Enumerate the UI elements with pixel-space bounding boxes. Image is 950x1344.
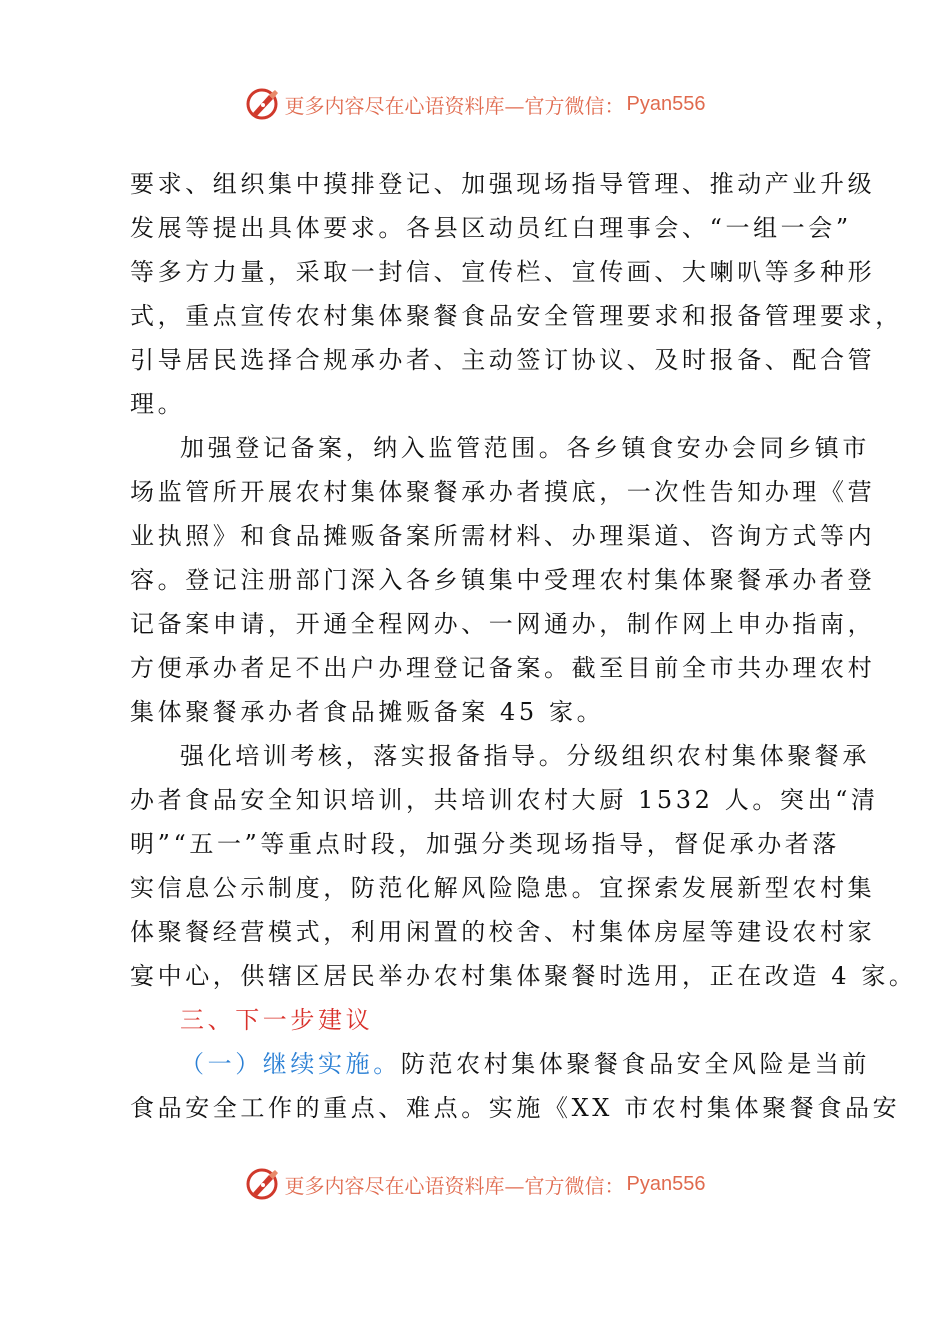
- section-heading: 三、下一步建议: [180, 1006, 374, 1034]
- text-line: 食品安全工作的重点、难点。实施《XX 市农村集体聚餐食品安: [130, 1094, 901, 1122]
- banner-wechat-id: Pyan556: [626, 1172, 706, 1195]
- text-line: 宴中心，供辖区居民举办农村集体聚餐时选用，正在改造 4 家。: [130, 962, 917, 990]
- pen-seal-logo-icon: [245, 86, 281, 122]
- text-line: 引导居民选择合规承办者、主动签订协议、及时报备、配合管: [130, 346, 876, 374]
- document-body: [130, 162, 917, 1130]
- text-line: 式，重点宣传农村集体聚餐食品安全管理要求和报备管理要求，: [130, 302, 903, 330]
- pen-seal-logo-icon: [245, 1166, 281, 1202]
- text-line: 等多方力量，采取一封信、宣传栏、宣传画、大喇叭等多种形: [130, 258, 876, 286]
- text-line: 办者食品安全知识培训，共培训农村大厨 1532 人。突出“清: [130, 786, 879, 814]
- subsection-lead: （一）继续实施。: [180, 1050, 401, 1078]
- text-line: 容。登记注册部门深入各乡镇集中受理农村集体聚餐承办者登: [130, 566, 876, 594]
- banner-wechat-id: Pyan556: [626, 92, 706, 115]
- header-watermark-banner: [0, 84, 950, 124]
- text-line: 方便承办者足不出户办理登记备案。截至目前全市共办理农村: [130, 654, 876, 682]
- banner-text: 更多内容尽在心语资料库—官方微信：: [284, 93, 625, 118]
- text-line: 理。: [130, 390, 186, 418]
- text-line: 强化培训考核，落实报备指导。分级组织农村集体聚餐承: [180, 742, 870, 770]
- text-line: 场监管所开展农村集体聚餐承办者摸底，一次性告知办理《营: [130, 478, 876, 506]
- text-line: 集体聚餐承办者食品摊贩备案 45 家。: [130, 698, 605, 726]
- text-line: 发展等提出具体要求。各县区动员红白理事会、“一组一会”: [130, 214, 852, 242]
- text-line: [130, 1042, 871, 1086]
- text-line: 记备案申请，开通全程网办、一网通办，制作网上申办指南，: [130, 610, 876, 638]
- text-line: 明”“五一”等重点时段，加强分类现场指导，督促承办者落: [130, 830, 841, 858]
- subsection-text: 防范农村集体聚餐食品安全风险是当前: [400, 1050, 871, 1078]
- text-line: 业执照》和食品摊贩备案所需材料、办理渠道、咨询方式等内: [130, 522, 876, 550]
- banner-text: 更多内容尽在心语资料库—官方微信：: [284, 1173, 625, 1198]
- text-line: 体聚餐经营模式，利用闲置的校舍、村集体房屋等建设农村家: [130, 918, 876, 946]
- text-line: 实信息公示制度，防范化解风险隐患。宜探索发展新型农村集: [130, 874, 876, 902]
- footer-watermark-banner: [0, 1164, 950, 1204]
- text-line: 加强登记备案，纳入监管范围。各乡镇食安办会同乡镇市: [180, 434, 870, 462]
- text-line: 要求、组织集中摸排登记、加强现场指导管理、推动产业升级: [130, 170, 876, 198]
